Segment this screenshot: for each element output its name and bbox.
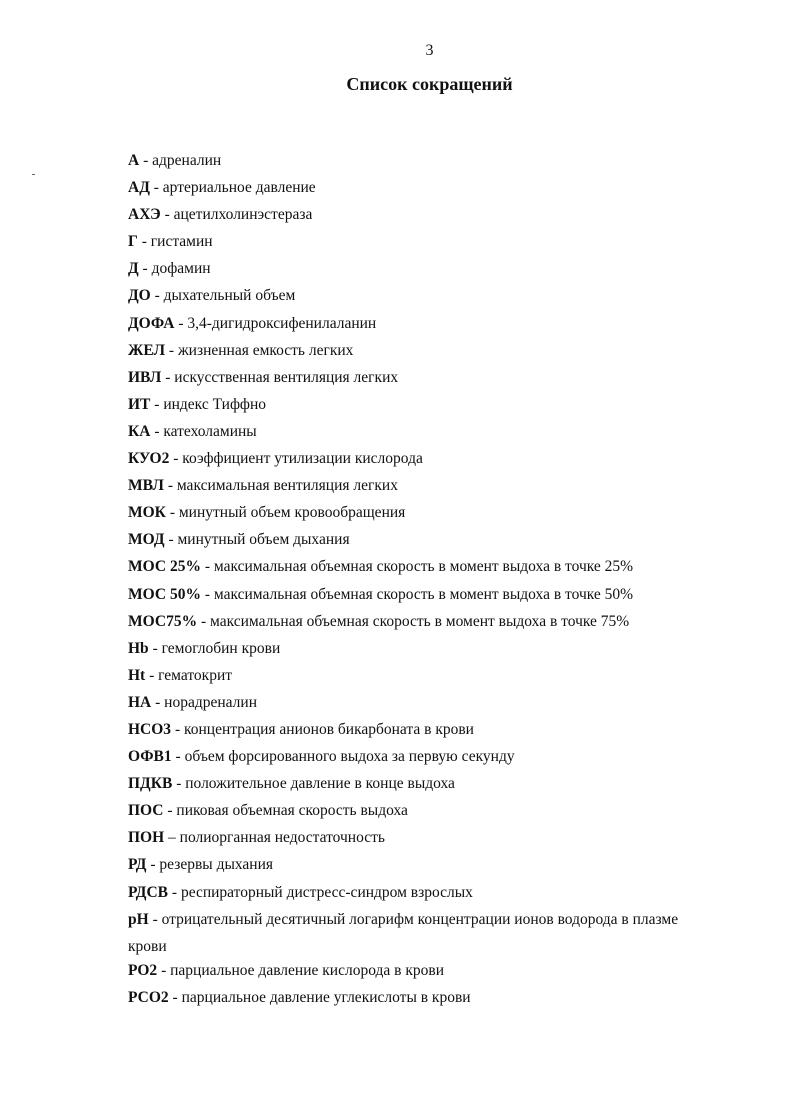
abbreviation-separator: – <box>164 829 180 847</box>
abbreviation-definition: 3,4-дигидроксифенилаланин <box>187 314 377 332</box>
abbreviation-separator: - <box>150 287 164 305</box>
abbreviation-item <box>128 340 728 367</box>
abbreviation-term: рН <box>128 910 149 928</box>
abbreviation-separator: - <box>138 260 152 278</box>
abbreviation-definition: дыхательный объем <box>163 287 296 305</box>
abbreviation-separator: - <box>137 233 151 251</box>
abbreviation-definition: жизненная емкость легких <box>177 341 354 359</box>
abbreviation-term: РСО2 <box>128 988 169 1006</box>
abbreviation-term: МОС75% <box>128 612 198 630</box>
abbreviation-definition: ацетилхолинэстераза <box>173 206 313 224</box>
abbreviation-item <box>128 231 728 258</box>
abbreviation-item <box>128 987 728 1014</box>
abbreviation-separator: - <box>148 910 162 928</box>
abbreviation-item <box>128 475 728 502</box>
abbreviation-separator: - <box>163 477 177 495</box>
abbreviation-separator: - <box>146 856 160 874</box>
abbreviation-definition: пиковая объемная скорость выдоха <box>176 802 408 820</box>
abbreviation-definition: гистамин <box>150 233 213 251</box>
abbreviation-definition: отрицательный десятичный логарифм концентрации ионов водорода в плазме крови <box>128 910 679 955</box>
abbreviation-separator: - <box>171 748 185 766</box>
abbreviation-definition: индекс Тиффно <box>163 395 267 413</box>
abbreviation-definition: парциальное давление углекислоты в крови <box>181 988 471 1006</box>
abbreviation-definition: искусственная вентиляция легких <box>174 368 399 386</box>
abbreviation-definition: катехоламины <box>163 422 257 440</box>
abbreviation-term: НА <box>128 693 152 711</box>
abbreviation-separator: - <box>168 883 181 901</box>
abbreviation-separator: - <box>149 179 163 197</box>
abbreviation-separator: - <box>151 693 165 711</box>
abbreviation-separator: - <box>150 395 164 413</box>
abbreviation-definition: максимальная объемная скорость в момент выдоха в точке 50% <box>213 585 634 603</box>
abbreviation-definition: максимальная объемная скорость в момент выдоха в точке 75% <box>210 612 630 630</box>
abbreviation-term: ПОС <box>128 802 164 820</box>
abbreviation-term: РО2 <box>128 961 158 979</box>
abbreviation-separator: - <box>164 531 178 549</box>
abbreviation-term: ОФВ1 <box>128 748 172 766</box>
abbreviation-item <box>128 665 728 692</box>
abbreviation-separator: - <box>174 314 188 332</box>
abbreviation-item <box>128 638 728 665</box>
abbreviation-item <box>128 448 728 475</box>
abbreviation-term: МВЛ <box>128 477 164 495</box>
abbreviation-separator: - <box>169 450 183 468</box>
abbreviation-definition: респираторный дистресс-синдром взрослых <box>180 883 473 901</box>
abbreviation-item <box>128 719 728 746</box>
abbreviation-term: Г <box>128 233 138 251</box>
abbreviation-term: А <box>128 152 140 169</box>
abbreviation-separator: - <box>148 639 162 657</box>
abbreviation-item <box>128 421 728 448</box>
abbreviation-definition: артериальное давление <box>162 179 316 197</box>
abbreviation-definition: минутный объем дыхания <box>177 531 350 549</box>
abbreviation-item <box>128 285 728 312</box>
abbreviation-separator: - <box>139 152 153 169</box>
abbreviation-definition: концентрация анионов бикарбоната в крови <box>183 720 474 738</box>
abbreviation-separator: - <box>145 666 159 684</box>
abbreviation-item <box>128 906 708 960</box>
abbreviation-definition: коэффициент утилизации кислорода <box>182 450 423 468</box>
abbreviation-term: НСО3 <box>128 720 172 738</box>
abbreviation-separator: - <box>197 612 210 630</box>
abbreviation-definition: гемоглобин крови <box>161 639 281 657</box>
page-number: 3 <box>425 42 434 59</box>
abbreviation-definition: минутный объем кровообращения <box>178 504 406 522</box>
abbreviation-term: ИВЛ <box>128 368 162 386</box>
abbreviation-item <box>128 773 728 800</box>
abbreviation-item <box>128 394 728 421</box>
abbreviation-term: МОК <box>128 504 166 522</box>
abbreviation-item <box>128 827 728 854</box>
abbreviation-separator: - <box>165 504 179 522</box>
abbreviation-definition: парциальное давление кислорода в крови <box>170 961 444 979</box>
abbreviation-item <box>128 746 728 773</box>
abbreviation-term: Hb <box>128 639 149 657</box>
abbreviation-term: ПОН <box>128 829 165 847</box>
abbreviation-term: МОС 50% <box>128 585 201 603</box>
abbreviation-item <box>128 258 728 285</box>
abbreviation-separator: - <box>172 775 186 793</box>
abbreviation-definition: максимальная объемная скорость в момент выдоха в точке 25% <box>213 558 634 576</box>
abbreviation-definition: положительное давление в конце выдоха <box>185 775 455 793</box>
abbreviation-item <box>128 204 728 231</box>
abbreviation-separator: - <box>165 341 178 359</box>
abbreviation-separator: - <box>160 206 174 224</box>
abbreviation-item <box>128 177 728 204</box>
abbreviation-definition: норадреналин <box>164 693 257 711</box>
abbreviation-term: ДОФА <box>128 314 175 332</box>
abbreviation-separator: - <box>150 422 164 440</box>
abbreviation-item <box>128 529 728 556</box>
abbreviation-definition: максимальная вентиляция легких <box>176 477 398 495</box>
abbreviation-definition: адреналин <box>152 152 222 169</box>
abbreviation-definition: полиорганная недостаточность <box>179 829 385 847</box>
abbreviation-term: ПДКВ <box>128 775 173 793</box>
abbreviation-term: АХЭ <box>128 206 161 224</box>
abbreviation-term: КА <box>128 422 151 440</box>
abbreviation-term: КУО2 <box>128 450 170 468</box>
abbreviation-item <box>128 854 728 881</box>
abbreviation-term: Ht <box>128 666 146 684</box>
abbreviation-item <box>128 882 728 909</box>
abbreviation-separator: - <box>200 585 214 603</box>
abbreviation-term: АД <box>128 179 150 197</box>
abbreviation-item <box>128 692 728 719</box>
page-title: Список сокращений <box>346 74 513 94</box>
abbreviation-definition: объем форсированного выдоха за первую секунду <box>184 748 515 766</box>
abbreviation-item <box>128 556 728 583</box>
abbreviation-term: МОД <box>128 531 165 549</box>
abbreviation-separator: - <box>157 961 171 979</box>
scan-artifact <box>32 174 35 175</box>
abbreviation-separator: - <box>171 720 184 738</box>
abbreviation-term: РД <box>128 856 147 874</box>
abbreviation-item <box>128 502 728 529</box>
abbreviation-item <box>128 313 728 340</box>
abbreviation-definition: резервы дыхания <box>159 856 274 874</box>
abbreviation-separator: - <box>168 988 182 1006</box>
abbreviation-term: МОС 25% <box>128 558 201 576</box>
abbreviation-item <box>128 367 728 394</box>
abbreviation-item <box>128 960 728 987</box>
abbreviation-separator: - <box>161 368 175 386</box>
abbreviation-term: ДО <box>128 287 151 305</box>
abbreviation-term: ЖЕЛ <box>128 341 166 359</box>
abbreviation-definition: дофамин <box>151 260 211 278</box>
abbreviation-definition: гематокрит <box>158 666 233 684</box>
abbreviation-item <box>128 584 728 611</box>
abbreviation-item <box>128 800 728 827</box>
abbreviation-list <box>128 150 728 1014</box>
abbreviation-separator: - <box>163 802 177 820</box>
abbreviation-item <box>128 150 728 177</box>
abbreviation-separator: - <box>200 558 214 576</box>
abbreviation-item <box>128 611 728 638</box>
abbreviation-term: Д <box>128 260 139 278</box>
abbreviation-term: ИТ <box>128 395 151 413</box>
abbreviation-term: РДСВ <box>128 883 169 901</box>
